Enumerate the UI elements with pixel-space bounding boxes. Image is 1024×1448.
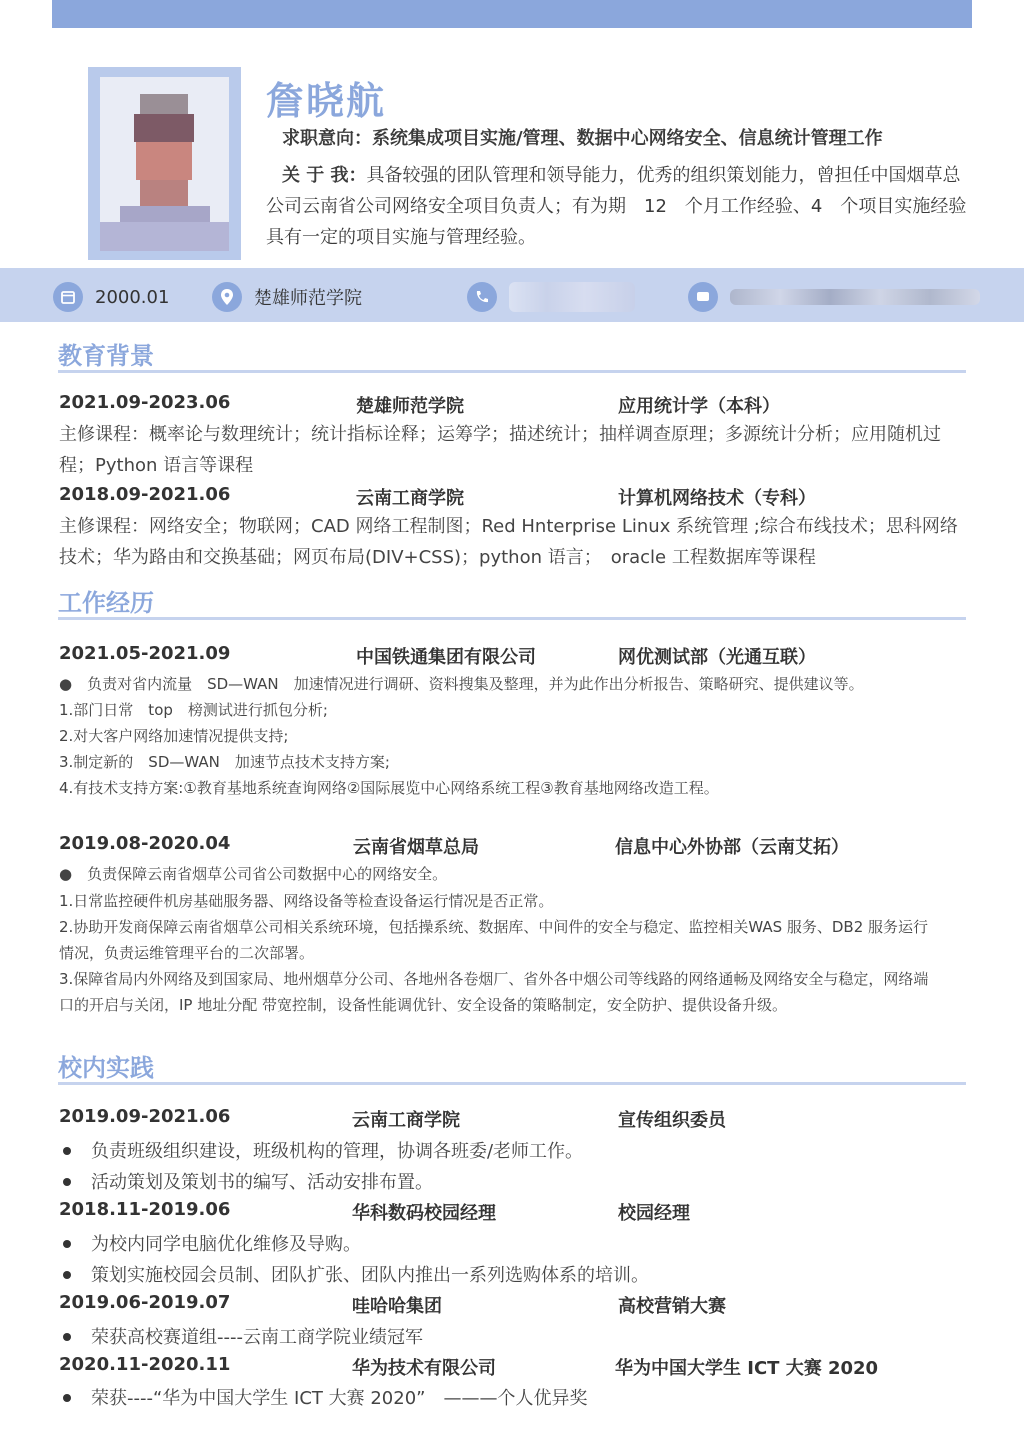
period: 2019.06-2019.07 — [59, 1292, 231, 1313]
contact-info-bar — [0, 268, 1024, 322]
work-detail: ● 负责保障云南省烟草公司省公司数据中心的网络安全。 — [59, 865, 448, 883]
company: 云南省烟草总局 — [353, 837, 479, 858]
avatar — [88, 67, 241, 260]
course-list: 主修课程：概率论与数理统计；统计指标诠释；运筹学；描述统计；抽样调查原理；多源统计分析；应用随机过程；Python 语言等课程 — [59, 424, 941, 476]
work-detail: ● 负责对省内流量 SD—WAN 加速情况进行调研、资料搜集及整理，并为此作出分析报告、策略研究、提供建议等。 — [59, 675, 864, 693]
period: 2021.05-2021.09 — [59, 643, 231, 664]
work-detail: 2.对大客户网络加速情况提供支持; — [59, 727, 289, 745]
bullet-dot — [63, 1271, 71, 1279]
birth-date: 2000.01 — [95, 286, 170, 308]
job-intent-text: 系统集成项目实施/管理、数据中心网络安全、信息统计管理工作 — [372, 128, 883, 149]
organization: 云南工商学院 — [352, 1110, 460, 1131]
birth-info — [53, 282, 169, 312]
section-divider — [58, 1082, 966, 1085]
location-icon — [212, 282, 242, 312]
section-divider — [58, 370, 966, 373]
phone-info — [467, 282, 635, 312]
list-item: 为校内同学电脑优化维修及导购。 — [59, 1230, 361, 1256]
list-item: 负责班级组织建设，班级机构的管理，协调各班委/老师工作。 — [59, 1137, 583, 1163]
work-detail: 4.有技术支持方案:①教育基地系统查询网络②国际展览中心网络系统工程③教育基地网络改造工程。 — [59, 779, 719, 797]
period: 2020.11-2020.11 — [59, 1354, 231, 1375]
email-info — [688, 282, 980, 312]
list-item: 荣获高校赛道组----云南工商学院业绩冠军 — [59, 1323, 423, 1349]
about-me — [266, 160, 970, 253]
section-title-education: 教育背景 — [58, 342, 154, 370]
list-item: 活动策划及策划书的编写、活动安排布置。 — [59, 1168, 433, 1194]
school-info — [212, 282, 362, 312]
bullet-dot — [63, 1178, 71, 1186]
section-title-campus: 校内实践 — [58, 1054, 154, 1082]
position: 宣传组织委员 — [618, 1110, 726, 1131]
department: 网优测试部（光通互联） — [618, 647, 816, 668]
candidate-name: 詹晓航 — [266, 79, 387, 123]
job-intent — [282, 124, 883, 150]
avatar-image — [100, 77, 229, 251]
company: 中国铁通集团有限公司 — [356, 647, 536, 668]
calendar-icon — [53, 282, 83, 312]
school-name: 楚雄师范学院 — [254, 288, 362, 309]
period: 2018.09-2021.06 — [59, 484, 231, 505]
school: 云南工商学院 — [356, 488, 464, 509]
chat-icon — [688, 282, 718, 312]
bullet-dot — [63, 1333, 71, 1341]
position: 高校营销大赛 — [618, 1296, 726, 1317]
work-detail: 1.部门日常 top 榜测试进行抓包分析; — [59, 701, 328, 719]
major: 计算机网络技术（专科） — [618, 488, 816, 509]
section-divider — [58, 617, 966, 620]
organization: 哇哈哈集团 — [352, 1296, 442, 1317]
job-intent-label: 求职意向： — [282, 128, 372, 149]
about-me-text: 具备较强的团队管理和领导能力，优秀的组织策划能力，曾担任中国烟草总公司云南省公司网络安全项目负责人；有为期 12 个月工作经验、4 个项目实施经验具有一定的项目实施与管理经验。 — [266, 165, 967, 248]
organization: 华为技术有限公司 — [352, 1358, 496, 1379]
period: 2018.11-2019.06 — [59, 1199, 231, 1220]
phone-redacted — [509, 282, 635, 312]
school: 楚雄师范学院 — [356, 396, 464, 417]
period: 2019.08-2020.04 — [59, 833, 231, 854]
top-accent-bar — [52, 0, 972, 28]
bullet-dot — [63, 1147, 71, 1155]
list-item: 策划实施校园会员制、团队扩张、团队内推出一系列选购体系的培训。 — [59, 1261, 649, 1287]
phone-icon — [467, 282, 497, 312]
section-title-work: 工作经历 — [58, 589, 154, 617]
about-me-label: 关 于 我： — [282, 165, 367, 186]
course-list: 主修课程：网络安全；物联网；CAD 网络工程制图；Red Hnterprise Linux 系统管理 ;综合布线技术；思科网络技术；华为路由和交换基础；网页布局(DIV+CSS)；python 语言； oracle 工程数据库等课程 — [59, 516, 958, 568]
department: 信息中心外协部（云南艾拓） — [615, 837, 849, 858]
major: 应用统计学（本科） — [618, 396, 780, 417]
work-detail: 3.制定新的 SD—WAN 加速节点技术支持方案; — [59, 753, 390, 771]
position: 华为中国大学生 ICT 大赛 2020 — [615, 1358, 879, 1379]
period: 2019.09-2021.06 — [59, 1106, 231, 1127]
work-detail: 1.日常监控硬件机房基础服务器、网络设备等检查设备运行情况是否正常。 — [59, 892, 554, 910]
work-detail: 3.保障省局内外网络及到国家局、地州烟草分公司、各地州各卷烟厂、省外各中烟公司等线路的网络通畅及网络安全与稳定，网络端口的开启与关闭，IP 地址分配 带宽控制，设备性能调优针、安全设备的策略制定，安全防护、提供设备升级。 — [59, 970, 929, 1014]
work-detail: 2.协助开发商保障云南省烟草公司相关系统环境，包括操系统、数据库、中间件的安全与稳定、监控相关WAS 服务、DB2 服务运行情况，负责运维管理平台的二次部署。 — [59, 918, 929, 962]
list-item: 荣获----“华为中国大学生 ICT 大赛 2020” ———个人优异奖 — [59, 1384, 587, 1410]
position: 校园经理 — [618, 1203, 690, 1224]
email-redacted — [730, 289, 980, 305]
period: 2021.09-2023.06 — [59, 392, 231, 413]
bullet-dot — [63, 1240, 71, 1248]
bullet-dot — [63, 1394, 71, 1402]
organization: 华科数码校园经理 — [352, 1203, 496, 1224]
